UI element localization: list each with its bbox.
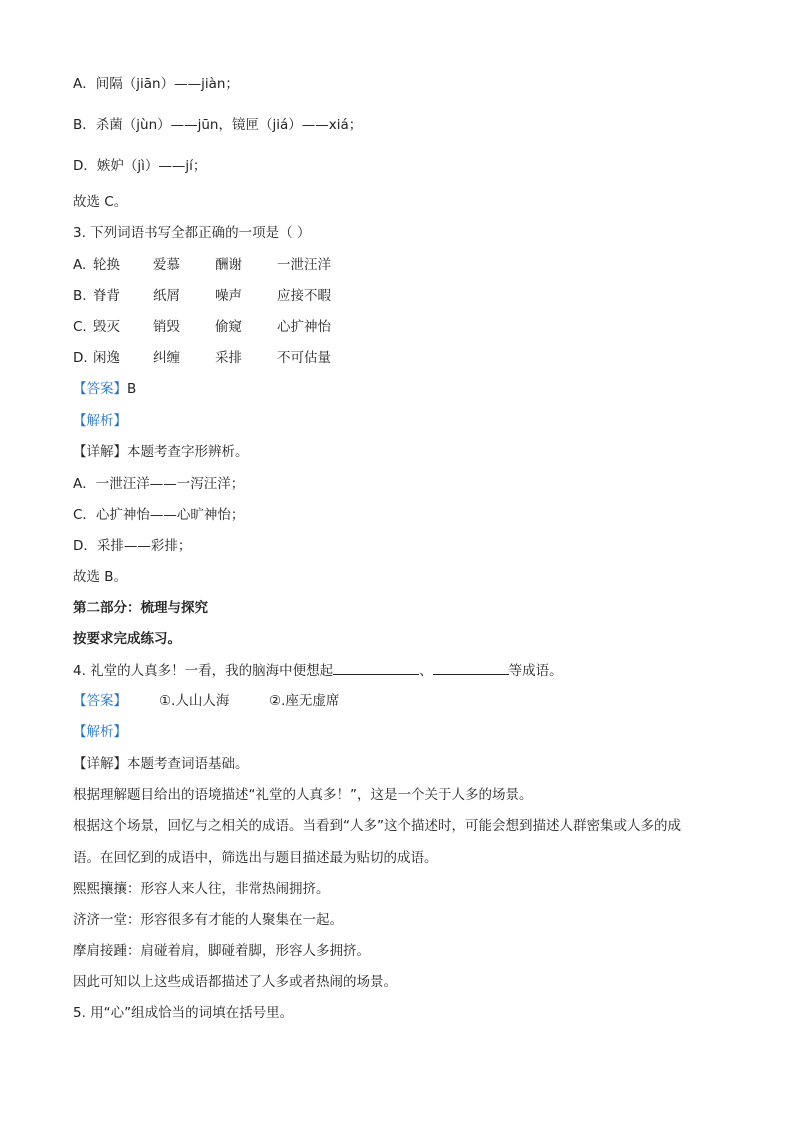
option-word: 毁灭: [93, 319, 120, 335]
option-word: 轮换: [93, 257, 120, 273]
q3-option-b: [73, 286, 433, 306]
option-word: 不可估量: [277, 350, 331, 366]
option-word: 偷窥: [215, 319, 242, 335]
q4-stem-sep: 、: [419, 663, 433, 679]
option-word: 酬谢: [215, 257, 242, 273]
answer-1: [159, 691, 229, 711]
option-label: A.: [73, 257, 87, 273]
q3-stem: 3. 下列词语书写全都正确的一项是（ ）: [73, 225, 311, 241]
q3-option-a: [73, 255, 433, 275]
answer-value: B: [127, 381, 137, 397]
q4-paragraph: 因此可知以上这些成语都描述了人多或者热闹的场景。: [73, 974, 397, 990]
answer-tag: 【答案】: [73, 381, 127, 397]
prev-conclusion: 故选 C。: [73, 194, 128, 210]
q3-correction-a: A．一泄汪洋——一泻汪洋；: [73, 476, 245, 492]
answer-2-mark: ②.: [269, 693, 286, 709]
q4-stem-start: 4. 礼堂的人真多！一看，我的脑海中便想起: [73, 663, 334, 679]
option-word: 应接不暇: [277, 288, 331, 304]
option-word: 心扩神怡: [277, 319, 331, 335]
q3-detail: [73, 442, 249, 462]
q4-stem: [73, 660, 563, 681]
detail-text: 本题考查字形辨析。: [127, 444, 249, 460]
analysis-tag: 【解析】: [73, 413, 127, 429]
detail-tag: 【详解】: [73, 756, 127, 772]
q3-option-c: [73, 317, 433, 337]
q3-correction-c: C．心扩神怡——心旷神怡；: [73, 507, 245, 523]
prev-explanation-a: A．间隔（jiān）——jiàn；: [73, 76, 239, 92]
answer-tag: 【答案】: [73, 693, 127, 709]
option-word: 噪声: [215, 288, 242, 304]
answer-2: [269, 691, 339, 711]
q4-paragraph: 语。在回忆到的成语中，筛选出与题目描述最为贴切的成语。: [73, 850, 438, 866]
option-word: 销毁: [153, 319, 180, 335]
option-label: C.: [73, 319, 87, 335]
q4-analysis: [73, 722, 127, 742]
section-title: 第二部分：梳理与探究: [73, 600, 208, 616]
q4-paragraph: 根据理解题目给出的语境描述“礼堂的人真多！”，这是一个关于人多的场景。: [73, 787, 533, 803]
detail-tag: 【详解】: [73, 444, 127, 460]
q4-paragraph: 摩肩接踵：肩碰着肩，脚碰着脚，形容人多拥挤。: [73, 943, 370, 959]
option-label: B.: [73, 288, 87, 304]
q4-paragraph: 熙熙攘攘：形容人来人往，非常热闹拥挤。: [73, 881, 330, 897]
option-word: 一泄汪洋: [277, 257, 331, 273]
option-word: 纸屑: [153, 288, 180, 304]
answer-1-mark: ①.: [159, 693, 176, 709]
analysis-tag: 【解析】: [73, 724, 127, 740]
option-word: 闲逸: [93, 350, 120, 366]
option-word: 爱慕: [153, 257, 180, 273]
q3-analysis: [73, 411, 127, 431]
q4-answer: [73, 691, 473, 711]
prev-explanation-d: D．嫉妒（jì）——jí；: [73, 158, 207, 174]
q4-detail: [73, 754, 249, 774]
q3-correction-d: D．采排——彩排；: [73, 538, 192, 554]
q4-paragraph: 根据这个场景，回忆与之相关的成语。当看到“人多”这个描述时，可能会想到描述人群密集或人多的成: [73, 818, 681, 834]
q4-blank-1: [333, 660, 419, 675]
q4-blank-2: [433, 660, 509, 675]
option-word: 脊背: [93, 288, 120, 304]
q5-stem: 5. 用“心”组成恰当的词填在括号里。: [73, 1005, 294, 1021]
q3-conclusion: 故选 B。: [73, 569, 128, 585]
option-label: D.: [73, 350, 88, 366]
option-word: 纠缠: [153, 350, 180, 366]
q3-answer: [73, 379, 136, 399]
q3-option-d: [73, 348, 433, 368]
answer-2-text: 座无虚席: [285, 693, 340, 709]
answer-1-text: 人山人海: [175, 693, 230, 709]
option-word: 采排: [215, 350, 242, 366]
q4-paragraph: 济济一堂：形容很多有才能的人聚集在一起。: [73, 912, 343, 928]
prev-explanation-b: B．杀菌（jùn）——jūn，镜匣（jiá）——xiá；: [73, 117, 363, 133]
detail-text: 本题考查词语基础。: [127, 756, 249, 772]
section-instruction: 按要求完成练习。: [73, 631, 181, 647]
q4-stem-end: 等成语。: [508, 663, 563, 679]
